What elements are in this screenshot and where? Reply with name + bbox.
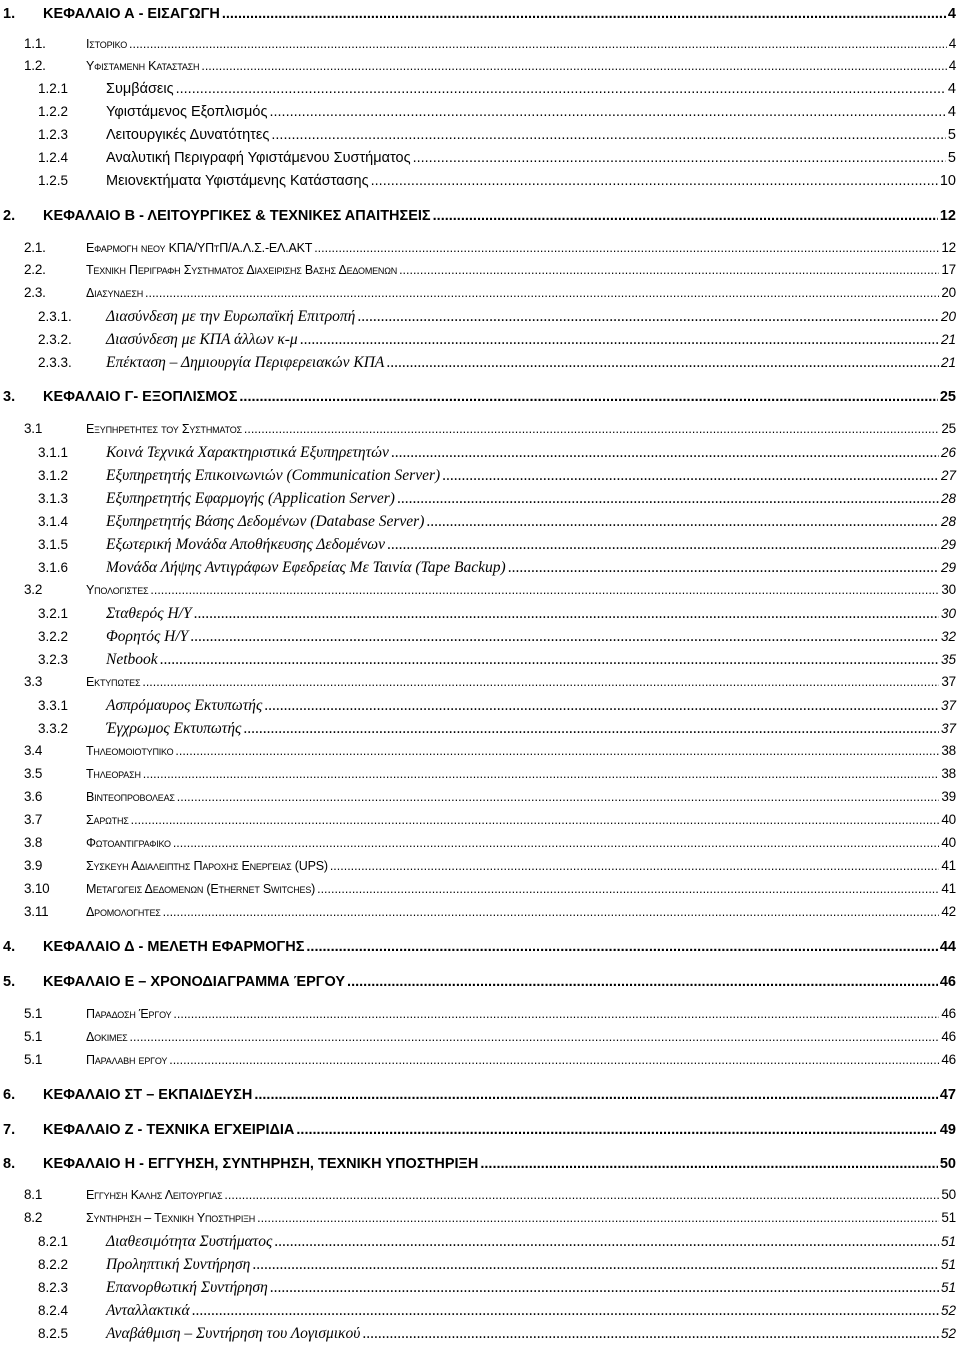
toc-entry-row[interactable] bbox=[38, 1325, 956, 1343]
toc-entry-title: Συμβάσεις bbox=[106, 81, 174, 97]
toc-entry-row[interactable] bbox=[38, 467, 956, 485]
toc-entry-row[interactable] bbox=[38, 651, 956, 669]
toc-page-number: 20 bbox=[940, 309, 956, 324]
toc-dot-leader bbox=[252, 1256, 939, 1274]
toc-entry-number: 1.2.1 bbox=[38, 81, 69, 96]
toc-dot-leader bbox=[243, 720, 939, 738]
toc-entry-number: 3.1.1 bbox=[38, 445, 69, 460]
toc-entry-title: Εξυπηρετητής Εφαρμογής (Application Server) bbox=[106, 490, 395, 507]
toc-dot-leader bbox=[442, 467, 939, 485]
toc-entry-number: 3.2.2 bbox=[38, 629, 69, 644]
toc-entry-title: Netbook bbox=[106, 651, 158, 668]
toc-entry-row[interactable] bbox=[38, 1279, 956, 1297]
toc-entry-number: 8.2.4 bbox=[38, 1303, 69, 1318]
toc-chapter-row[interactable] bbox=[3, 6, 956, 22]
toc-chapter-row[interactable] bbox=[3, 1087, 956, 1103]
toc-entry-number: 2. bbox=[3, 208, 16, 224]
toc-entry-number: 3.1.3 bbox=[38, 491, 69, 506]
toc-entry-title: Παραλαβη εργου bbox=[86, 1053, 168, 1067]
toc-page-number: 21 bbox=[940, 332, 956, 347]
toc-dot-leader bbox=[257, 1211, 939, 1225]
toc-page-number: 37 bbox=[940, 698, 956, 713]
toc-entry-title: Εκτυπωτες bbox=[86, 675, 141, 689]
toc-entry-row[interactable] bbox=[24, 858, 956, 873]
toc-entry-number: 2.3.1. bbox=[38, 309, 72, 324]
toc-dot-leader bbox=[169, 1053, 939, 1067]
toc-entry-number: 3.1.6 bbox=[38, 560, 69, 575]
toc-page-number: 4 bbox=[947, 6, 956, 22]
toc-chapter-row[interactable] bbox=[3, 1156, 956, 1172]
toc-entry-number: 1. bbox=[3, 6, 16, 22]
toc-dot-leader bbox=[300, 331, 939, 349]
toc-entry-number: 8. bbox=[3, 1156, 16, 1172]
toc-page-number: 5 bbox=[947, 150, 956, 166]
toc-entry-row[interactable] bbox=[38, 150, 956, 166]
toc-dot-leader bbox=[239, 389, 937, 405]
toc-dot-leader bbox=[362, 1325, 939, 1343]
toc-page-number: 35 bbox=[940, 652, 956, 667]
toc-page-number: 49 bbox=[939, 1122, 956, 1138]
toc-dot-leader bbox=[175, 744, 939, 758]
toc-entry-title: Κοινά Τεχνικά Χαρακτηριστικά Εξυπηρετητών bbox=[106, 444, 389, 461]
toc-entry-number: 5. bbox=[3, 974, 16, 990]
toc-entry-number: 6. bbox=[3, 1087, 16, 1103]
toc-entry-number: 3.3 bbox=[24, 674, 43, 689]
toc-dot-leader bbox=[143, 767, 940, 781]
toc-entry-title: Επέκταση – Δημιουργία Περιφερειακών ΚΠΑ bbox=[106, 354, 385, 371]
toc-entry-title: Υφισταμενη Κατασταση bbox=[86, 59, 200, 73]
toc-entry-title: Αναλυτική Περιγραφή Υφιστάμενου Συστήματος bbox=[106, 150, 411, 166]
toc-entry-title: Εξυπηρετητες του Συστηματος bbox=[86, 422, 242, 436]
toc-page-number: 12 bbox=[941, 240, 956, 255]
toc-entry-number: 3.2.3 bbox=[38, 652, 69, 667]
toc-page-number: 37 bbox=[940, 721, 956, 736]
toc-entry-row[interactable] bbox=[38, 1302, 956, 1320]
toc-entry-title: Δρομολογητες bbox=[86, 905, 161, 919]
toc-entry-title: Τηλεομοιοτυπικο bbox=[86, 744, 174, 758]
toc-entry-number: 3.6 bbox=[24, 789, 43, 804]
toc-entry-row[interactable] bbox=[24, 240, 956, 255]
toc-dot-leader bbox=[371, 173, 938, 189]
toc-entry-number: 2.2. bbox=[24, 262, 46, 277]
toc-entry-row[interactable] bbox=[38, 308, 956, 326]
toc-dot-leader bbox=[176, 81, 946, 97]
toc-page-number: 21 bbox=[940, 355, 956, 370]
toc-page-number: 27 bbox=[940, 468, 956, 483]
toc-entry-row[interactable] bbox=[38, 490, 956, 508]
toc-page-number: 46 bbox=[941, 1029, 956, 1044]
toc-dot-leader bbox=[201, 59, 946, 73]
toc-page-number: 42 bbox=[941, 904, 956, 919]
toc-entry-row[interactable] bbox=[38, 354, 956, 372]
toc-page-number: 38 bbox=[941, 766, 956, 781]
toc-entry-number: 8.1 bbox=[24, 1187, 43, 1202]
toc-entry-title: Σαρωτης bbox=[86, 813, 129, 827]
toc-entry-number: 8.2.5 bbox=[38, 1326, 69, 1341]
toc-entry-title: Ιστορικο bbox=[86, 37, 128, 51]
toc-entry-title: Λειτουργικές Δυνατότητες bbox=[106, 127, 270, 143]
toc-entry-number: 3.1.4 bbox=[38, 514, 69, 529]
toc-dot-leader bbox=[270, 1279, 939, 1297]
toc-dot-leader bbox=[129, 37, 947, 51]
toc-dot-leader bbox=[244, 422, 940, 436]
toc-entry-title: ΚΕΦΑΛΑΙΟ Η - ΕΓΓΥΗΣΗ, ΣΥΝΤΗΡΗΣΗ, ΤΕΧΝΙΚΗ ΥΠΟΣΤΗΡΙΞΗ bbox=[43, 1156, 479, 1172]
toc-page-number: 51 bbox=[940, 1257, 956, 1272]
toc-entry-title: Συντηρηση – Τεχνικη Υποστηριξη bbox=[86, 1211, 256, 1225]
toc-entry-row[interactable] bbox=[24, 789, 956, 804]
toc-entry-number: 3.5 bbox=[24, 766, 43, 781]
toc-entry-number: 2.1. bbox=[24, 240, 46, 255]
toc-entry-title: Προληπτική Συντήρηση bbox=[106, 1256, 251, 1273]
toc-page-number: 38 bbox=[941, 743, 956, 758]
toc-entry-number: 5.1 bbox=[24, 1052, 43, 1067]
toc-page-number: 30 bbox=[940, 606, 956, 621]
toc-page-number: 37 bbox=[941, 674, 956, 689]
toc-entry-title: Υφιστάμενος Εξοπλισμός bbox=[106, 104, 268, 120]
toc-dot-leader bbox=[413, 150, 946, 166]
toc-dot-leader bbox=[330, 859, 940, 873]
toc-page-number: 46 bbox=[941, 1052, 956, 1067]
toc-entry-title: Δοκιμες bbox=[86, 1030, 128, 1044]
toc-dot-leader bbox=[433, 208, 938, 224]
toc-entry-row[interactable] bbox=[24, 1052, 956, 1067]
toc-entry-row[interactable] bbox=[38, 605, 956, 623]
toc-dot-leader bbox=[264, 697, 939, 715]
toc-entry-number: 3.2.1 bbox=[38, 606, 69, 621]
toc-entry-number: 2.3.2. bbox=[38, 332, 72, 347]
toc-dot-leader bbox=[508, 559, 939, 577]
toc-entry-title: ΚΕΦΑΛΑΙΟ ΣΤ – ΕΚΠΑΙΔΕΥΣΗ bbox=[43, 1087, 253, 1103]
toc-entry-row[interactable] bbox=[24, 766, 956, 781]
toc-page-number: 25 bbox=[941, 421, 956, 436]
toc-page-number: 47 bbox=[939, 1087, 956, 1103]
toc-entry-title: ΚΕΦΑΛΑΙΟ Ζ - ΤΕΧΝΙΚΑ ΕΓΧΕΙΡΙΔΙΑ bbox=[43, 1122, 295, 1138]
toc-entry-row[interactable] bbox=[24, 582, 956, 597]
toc-entry-title: Φορητός Η/Υ bbox=[106, 628, 189, 645]
toc-entry-title: Ανταλλακτικά bbox=[106, 1302, 190, 1319]
toc-dot-leader bbox=[274, 1233, 939, 1251]
toc-entry-number: 5.1 bbox=[24, 1006, 43, 1021]
toc-page-number: 46 bbox=[939, 974, 956, 990]
toc-entry-row[interactable] bbox=[38, 127, 956, 143]
toc-page-number: 50 bbox=[939, 1156, 956, 1172]
toc-entry-number: 7. bbox=[3, 1122, 16, 1138]
toc-page-number: 51 bbox=[940, 1280, 956, 1295]
toc-page-number: 30 bbox=[941, 582, 956, 597]
toc-dot-leader bbox=[306, 939, 937, 955]
toc-page-number: 52 bbox=[940, 1326, 956, 1341]
toc-page-number: 41 bbox=[941, 881, 956, 896]
toc-dot-leader bbox=[480, 1156, 938, 1172]
toc-dot-leader bbox=[131, 813, 940, 827]
toc-dot-leader bbox=[173, 1007, 939, 1021]
toc-chapter-row[interactable] bbox=[3, 974, 956, 990]
toc-entry-title: Τεχνικη Περιγραφη Συστηματος Διαχειρισης Βασης Δεδομενων bbox=[86, 263, 398, 277]
toc-dot-leader bbox=[130, 1030, 940, 1044]
toc-entry-title: ΚΕΦΑΛΑΙΟ Δ - ΜΕΛΕΤΗ ΕΦΑΡΜΟΓΗΣ bbox=[43, 939, 305, 955]
toc-entry-title: Μονάδα Λήψης Αντιγράφων Εφεδρείας Με Ταινία (Tape Backup) bbox=[106, 559, 506, 576]
toc-entry-title: Υπολογιστες bbox=[86, 583, 149, 597]
toc-entry-title: Παραδοση Έργου bbox=[86, 1007, 172, 1021]
toc-entry-row[interactable] bbox=[38, 720, 956, 738]
toc-dot-leader bbox=[397, 490, 939, 508]
toc-dot-leader bbox=[271, 127, 946, 143]
toc-dot-leader bbox=[387, 536, 939, 554]
toc-page-number: 20 bbox=[941, 285, 956, 300]
toc-entry-title: Διαθεσιμότητα Συστήματος bbox=[106, 1233, 273, 1250]
toc-entry-title: ΚΕΦΑΛΑΙΟ Ε – ΧΡΟΝΟΔΙΑΓΡΑΜΜΑ ΈΡΓΟΥ bbox=[43, 974, 346, 990]
toc-entry-title: Φωτοαντιγραφικο bbox=[86, 836, 171, 850]
toc-page-number: 26 bbox=[940, 445, 956, 460]
toc-chapter-row[interactable] bbox=[3, 1122, 956, 1138]
toc-dot-leader bbox=[399, 263, 939, 277]
toc-entry-row[interactable] bbox=[38, 697, 956, 715]
toc-entry-number: 5.1 bbox=[24, 1029, 43, 1044]
toc-dot-leader bbox=[391, 444, 939, 462]
toc-entry-number: 8.2.1 bbox=[38, 1234, 69, 1249]
toc-page-number: 40 bbox=[941, 812, 956, 827]
toc-entry-number: 8.2.3 bbox=[38, 1280, 69, 1295]
toc-entry-number: 3.3.1 bbox=[38, 698, 69, 713]
toc-dot-leader bbox=[296, 1122, 937, 1138]
toc-dot-leader bbox=[150, 583, 939, 597]
toc-dot-leader bbox=[317, 882, 939, 896]
toc-entry-number: 1.2.5 bbox=[38, 173, 69, 188]
toc-entry-row[interactable] bbox=[24, 262, 956, 277]
toc-entry-number: 3.9 bbox=[24, 858, 43, 873]
toc-entry-row[interactable] bbox=[24, 743, 956, 758]
toc-entry-number: 1.2.2 bbox=[38, 104, 69, 119]
toc-entry-title: Βιντεοπροβολεας bbox=[86, 790, 175, 804]
toc-entry-row[interactable] bbox=[38, 173, 956, 189]
toc-dot-leader bbox=[347, 974, 938, 990]
toc-dot-leader bbox=[177, 790, 940, 804]
toc-dot-leader bbox=[173, 836, 940, 850]
toc-entry-number: 3.4 bbox=[24, 743, 43, 758]
toc-entry-row[interactable] bbox=[38, 1233, 956, 1251]
toc-entry-number: 2.3.3. bbox=[38, 355, 72, 370]
toc-dot-leader bbox=[194, 605, 939, 623]
toc-entry-title: Επανορθωτική Συντήρηση bbox=[106, 1279, 268, 1296]
toc-page-number: 28 bbox=[940, 514, 956, 529]
toc-page-number: 4 bbox=[948, 36, 956, 51]
toc-dot-leader bbox=[269, 104, 945, 120]
toc-entry-row[interactable] bbox=[24, 904, 956, 919]
toc-entry-title: Εξωτερική Μονάδα Αποθήκευσης Δεδομένων bbox=[106, 536, 385, 553]
toc-page-number: 44 bbox=[939, 939, 956, 955]
toc-entry-row[interactable] bbox=[24, 58, 956, 73]
toc-page-number: 4 bbox=[948, 58, 956, 73]
toc-page-number: 41 bbox=[941, 858, 956, 873]
toc-entry-row[interactable] bbox=[38, 331, 956, 349]
toc-page-number: 52 bbox=[940, 1303, 956, 1318]
toc-entry-title: Εγγυηση Καλης Λειτουργιας bbox=[86, 1188, 223, 1202]
toc-page-number: 50 bbox=[941, 1187, 956, 1202]
toc-entry-row[interactable] bbox=[24, 36, 956, 51]
toc-page-number: 39 bbox=[941, 789, 956, 804]
toc-dot-leader bbox=[426, 513, 939, 531]
toc-entry-number: 1.1. bbox=[24, 36, 46, 51]
toc-entry-number: 3.2 bbox=[24, 582, 43, 597]
toc-entry-row[interactable] bbox=[38, 81, 956, 97]
toc-entry-title: Συσκευη Αδιαλειπτης Παροχης Ενεργειας (UPS) bbox=[86, 859, 328, 873]
toc-dot-leader bbox=[386, 354, 939, 372]
toc-entry-row[interactable] bbox=[38, 513, 956, 531]
toc-entry-number: 4. bbox=[3, 939, 16, 955]
toc-page-number: 5 bbox=[947, 127, 956, 143]
toc-entry-number: 3.11 bbox=[24, 904, 49, 919]
toc-entry-number: 3.10 bbox=[24, 881, 50, 896]
toc-entry-row[interactable] bbox=[24, 1006, 956, 1021]
toc-entry-row[interactable] bbox=[38, 628, 956, 646]
toc-entry-title: Αναβάθμιση – Συντήρηση του Λογισμικού bbox=[106, 1325, 361, 1342]
toc-entry-number: 3. bbox=[3, 389, 16, 405]
toc-page-number: 25 bbox=[939, 389, 956, 405]
toc-entry-title: Διασύνδεση με ΚΠΑ άλλων κ-μ bbox=[106, 331, 298, 348]
toc-entry-number: 3.1.5 bbox=[38, 537, 69, 552]
toc-entry-row[interactable] bbox=[24, 1029, 956, 1044]
toc-dot-leader bbox=[142, 675, 939, 689]
toc-dot-leader bbox=[314, 241, 939, 255]
toc-entry-row[interactable] bbox=[38, 104, 956, 120]
toc-entry-row[interactable] bbox=[24, 881, 956, 896]
toc-entry-number: 3.3.2 bbox=[38, 721, 69, 736]
toc-dot-leader bbox=[224, 1188, 939, 1202]
toc-dot-leader bbox=[145, 286, 939, 300]
toc-entry-title: ΚΕΦΑΛΑΙΟ Γ- ΕΞΟΠΛΙΣΜΟΣ bbox=[43, 389, 238, 405]
toc-dot-leader bbox=[160, 651, 939, 669]
toc-page-number: 29 bbox=[940, 560, 956, 575]
toc-entry-number: 8.2.2 bbox=[38, 1257, 69, 1272]
toc-page-number: 51 bbox=[940, 1234, 956, 1249]
toc-page-number: 32 bbox=[940, 629, 956, 644]
toc-entry-title: Σταθερός Η/Υ bbox=[106, 605, 192, 622]
toc-entry-title: Ασπρόμαυρος Εκτυπωτής bbox=[106, 697, 263, 714]
toc-entry-row[interactable] bbox=[38, 444, 956, 462]
toc-entry-number: 1.2. bbox=[24, 58, 46, 73]
toc-dot-leader bbox=[357, 308, 939, 326]
toc-page-number: 46 bbox=[941, 1006, 956, 1021]
toc-entry-title: Εξυπηρετητής Επικοινωνιών (Communication Server) bbox=[106, 467, 441, 484]
toc-entry-title: ΚΕΦΑΛΑΙΟ Α - ΕΙΣΑΓΩΓΗ bbox=[43, 6, 220, 22]
toc-page-number: 10 bbox=[939, 173, 956, 189]
toc-entry-row[interactable] bbox=[24, 1187, 956, 1202]
toc-chapter-row[interactable] bbox=[3, 939, 956, 955]
toc-entry-title: ΚΕΦΑΛΑΙΟ Β - ΛΕΙΤΟΥΡΓΙΚΕΣ & ΤΕΧΝΙΚΕΣ ΑΠΑΙΤΗΣΕΙΣ bbox=[43, 208, 431, 224]
toc-entry-title: Εφαρμογη νεου ΚΠΑ/ΥΠτΠ/Α.Λ.Σ.-ΕΛ.ΑΚΤ bbox=[86, 241, 313, 255]
toc-page-number: 40 bbox=[941, 835, 956, 850]
toc-entry-row[interactable] bbox=[24, 1210, 956, 1225]
toc-entry-title: Διασύνδεση με την Ευρωπαϊκή Επιτροπή bbox=[106, 308, 356, 325]
toc-entry-row[interactable] bbox=[38, 536, 956, 554]
toc-entry-number: 1.2.3 bbox=[38, 127, 69, 142]
toc-dot-leader bbox=[222, 6, 946, 22]
toc-page-number: 28 bbox=[940, 491, 956, 506]
toc-page-number: 17 bbox=[941, 262, 956, 277]
toc-dot-leader bbox=[192, 1302, 939, 1320]
toc-page-number: 51 bbox=[941, 1210, 956, 1225]
toc-entry-title: Έγχρωμος Εκτυπωτής bbox=[106, 720, 242, 737]
toc-page-number: 4 bbox=[947, 104, 956, 120]
toc-entry-number: 3.7 bbox=[24, 812, 43, 827]
toc-entry-title: Μεταγωγεις Δεδομενων (Ethernet Switches) bbox=[86, 882, 316, 896]
toc-dot-leader bbox=[190, 628, 939, 646]
toc-entry-row[interactable] bbox=[24, 285, 956, 300]
toc-dot-leader bbox=[163, 905, 940, 919]
toc-entry-number: 3.1 bbox=[24, 421, 43, 436]
toc-entry-title: Διασυνδεση bbox=[86, 286, 143, 300]
toc-entry-row[interactable] bbox=[24, 835, 956, 850]
toc-entry-title: Μειονεκτήματα Υφιστάμενης Κατάστασης bbox=[106, 173, 369, 189]
toc-entry-number: 2.3. bbox=[24, 285, 46, 300]
toc-entry-row[interactable] bbox=[38, 1256, 956, 1274]
toc-chapter-row[interactable] bbox=[3, 389, 956, 405]
toc-entry-row[interactable] bbox=[24, 674, 956, 689]
toc-page-number: 12 bbox=[939, 208, 956, 224]
toc-entry-row[interactable] bbox=[24, 812, 956, 827]
toc-page-number: 4 bbox=[947, 81, 956, 97]
toc-entry-row[interactable] bbox=[38, 559, 956, 577]
toc-entry-number: 3.8 bbox=[24, 835, 43, 850]
toc-entry-number: 3.1.2 bbox=[38, 468, 69, 483]
toc-entry-number: 1.2.4 bbox=[38, 150, 69, 165]
toc-entry-row[interactable] bbox=[24, 421, 956, 436]
toc-entry-title: Εξυπηρετητής Βάσης Δεδομένων (Database Server) bbox=[106, 513, 425, 530]
toc-chapter-row[interactable] bbox=[3, 208, 956, 224]
toc-dot-leader bbox=[254, 1087, 938, 1103]
toc-page-number: 29 bbox=[940, 537, 956, 552]
toc-entry-title: Τηλεοραση bbox=[86, 767, 141, 781]
toc-entry-number: 8.2 bbox=[24, 1210, 43, 1225]
